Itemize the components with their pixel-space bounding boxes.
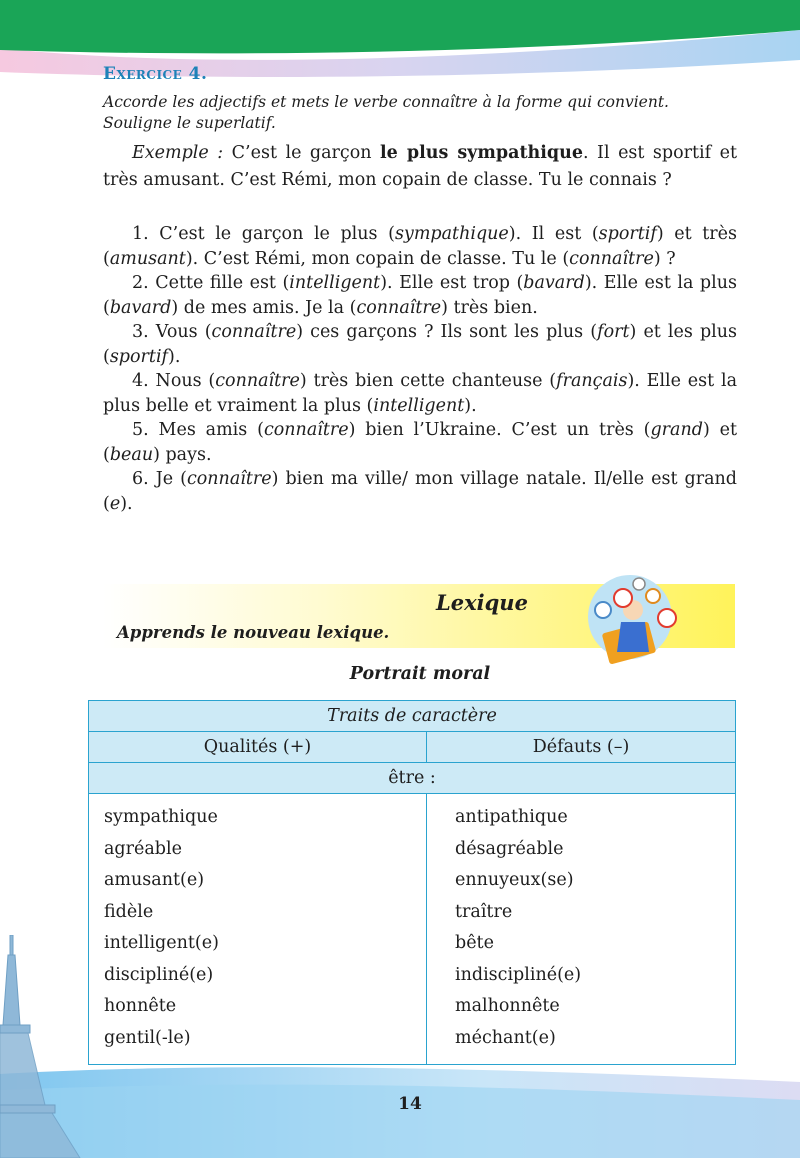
item-word-to-transform: intelligent (373, 395, 465, 416)
item-text: ) bien l’Ukraine. C’est un très ( (348, 420, 651, 440)
column-header-defauts: Défauts (–) (427, 732, 736, 763)
qualite-item: sympathique (104, 807, 218, 827)
item-word-to-transform: grand (650, 420, 703, 440)
item-word-to-transform: connaître (569, 248, 654, 269)
item-text: ). (168, 346, 181, 367)
item-word-to-transform: sympathique (394, 224, 509, 244)
exercise-item (103, 467, 737, 516)
eiffel-tower-illustration (0, 935, 90, 1158)
table-title: Portrait moral (349, 664, 491, 684)
qualite-item: honnête (104, 996, 177, 1016)
defaut-item: indiscipliné(e) (455, 964, 582, 985)
item-word-to-transform: sportif (109, 346, 169, 367)
item-text: ). Elle est trop ( (380, 273, 524, 293)
exercise-item (103, 369, 737, 418)
item-text: ) bien ma ville/ mon village natale. Il/elle est grand ( (103, 469, 737, 514)
item-word-to-transform: connaître (215, 371, 300, 391)
qualite-item: intelligent(e) (104, 933, 219, 953)
item-text: ) et les plus ( (103, 322, 738, 367)
item-word-to-transform: bavard (523, 273, 585, 293)
item-word-to-transform: amusant (109, 248, 186, 269)
item-text: ). Elle est la plus belle et vraiment la plus ( (103, 371, 737, 416)
item-text: ). (464, 395, 477, 416)
lexique-subtitle: Apprends le nouveau lexique. (117, 623, 390, 642)
qualite-item: fidèle (104, 901, 154, 922)
item-text: ). C’est Rémi, mon copain de classe. Tu le ( (185, 248, 570, 269)
exercise-item (103, 222, 737, 271)
qualites-list (89, 794, 427, 1065)
example-superlative: le plus sympathique (380, 143, 583, 163)
item-text: ) de mes amis. Je la ( (171, 297, 357, 318)
item-word-to-transform: bavard (109, 297, 172, 318)
exercise-item (103, 320, 737, 369)
exercise-instruction: Accorde les adjectifs et mets le verbe connaître à la forme qui convient. Souligne le superlatif. (103, 93, 669, 132)
item-word-to-transform: intelligent (289, 273, 381, 293)
exercise-items (103, 222, 737, 516)
item-word-to-transform: beau (109, 444, 154, 465)
example-label: Exemple : (132, 143, 224, 163)
defaut-item: désagréable (455, 838, 564, 859)
lexique-title: Lexique (436, 590, 528, 615)
example-text-before: C’est le garçon (223, 143, 381, 163)
item-word-to-transform: connaître (263, 420, 349, 440)
table-verb-row: être : (89, 763, 736, 794)
item-text: ) ? (653, 248, 676, 269)
qualite-item: discipliné(e) (104, 964, 214, 985)
column-header-qualites: Qualités (+) (89, 732, 427, 763)
exercise-example (103, 140, 737, 194)
defaut-item: malhonnête (455, 996, 560, 1016)
item-text: ) très bien cette chanteuse ( (299, 371, 557, 391)
item-word-to-transform: connaître (211, 322, 297, 342)
exercise-title: Exercice 4. (103, 64, 208, 84)
qualite-item: agréable (104, 838, 182, 859)
defauts-list (427, 794, 736, 1065)
item-text: 1. C’est le garçon le plus ( (132, 224, 395, 244)
qualite-item: gentil(-le) (104, 1027, 191, 1048)
item-text: 2. Cette fille est ( (132, 273, 290, 293)
page-number: 14 (398, 1094, 422, 1114)
letters-mascot-illustration (575, 572, 685, 672)
item-word-to-transform: connaître (186, 469, 272, 489)
item-text: ). (120, 493, 133, 514)
item-text: ) très bien. (441, 297, 538, 318)
item-text: 4. Nous ( (132, 371, 216, 391)
defaut-item: traître (455, 901, 513, 922)
exercise-item (103, 271, 737, 320)
item-word-to-transform: connaître (356, 297, 442, 318)
item-word-to-transform: e (109, 493, 121, 514)
vocabulary-table (88, 700, 736, 1065)
item-word-to-transform: fort (597, 322, 630, 342)
item-text: ). Elle est la plus ( (103, 273, 737, 318)
item-text: ) ces garçons ? Ils sont les plus ( (296, 322, 598, 342)
defaut-item: ennuyeux(se) (455, 870, 574, 890)
exercise-item (103, 418, 737, 467)
defaut-item: méchant(e) (455, 1027, 556, 1048)
defaut-item: antipathique (455, 807, 568, 827)
item-text: 6. Je ( (132, 469, 187, 489)
item-text: ) pays. (153, 444, 212, 465)
qualite-item: amusant(e) (104, 870, 205, 890)
table-header: Traits de caractère (89, 701, 736, 732)
item-text: 5. Mes amis ( (132, 420, 264, 440)
item-text: ) et ( (103, 420, 738, 465)
item-text: 3. Vous ( (132, 322, 212, 342)
item-word-to-transform: français (556, 371, 628, 391)
defaut-item: bête (455, 933, 494, 953)
example-text-after: . Il est sportif et très amusant. C’est Rémi, mon copain de classe. Tu le connais ? (103, 143, 738, 190)
item-text: ). Il est ( (508, 224, 599, 244)
item-text: ) et très ( (103, 224, 737, 269)
item-word-to-transform: sportif (598, 224, 657, 244)
